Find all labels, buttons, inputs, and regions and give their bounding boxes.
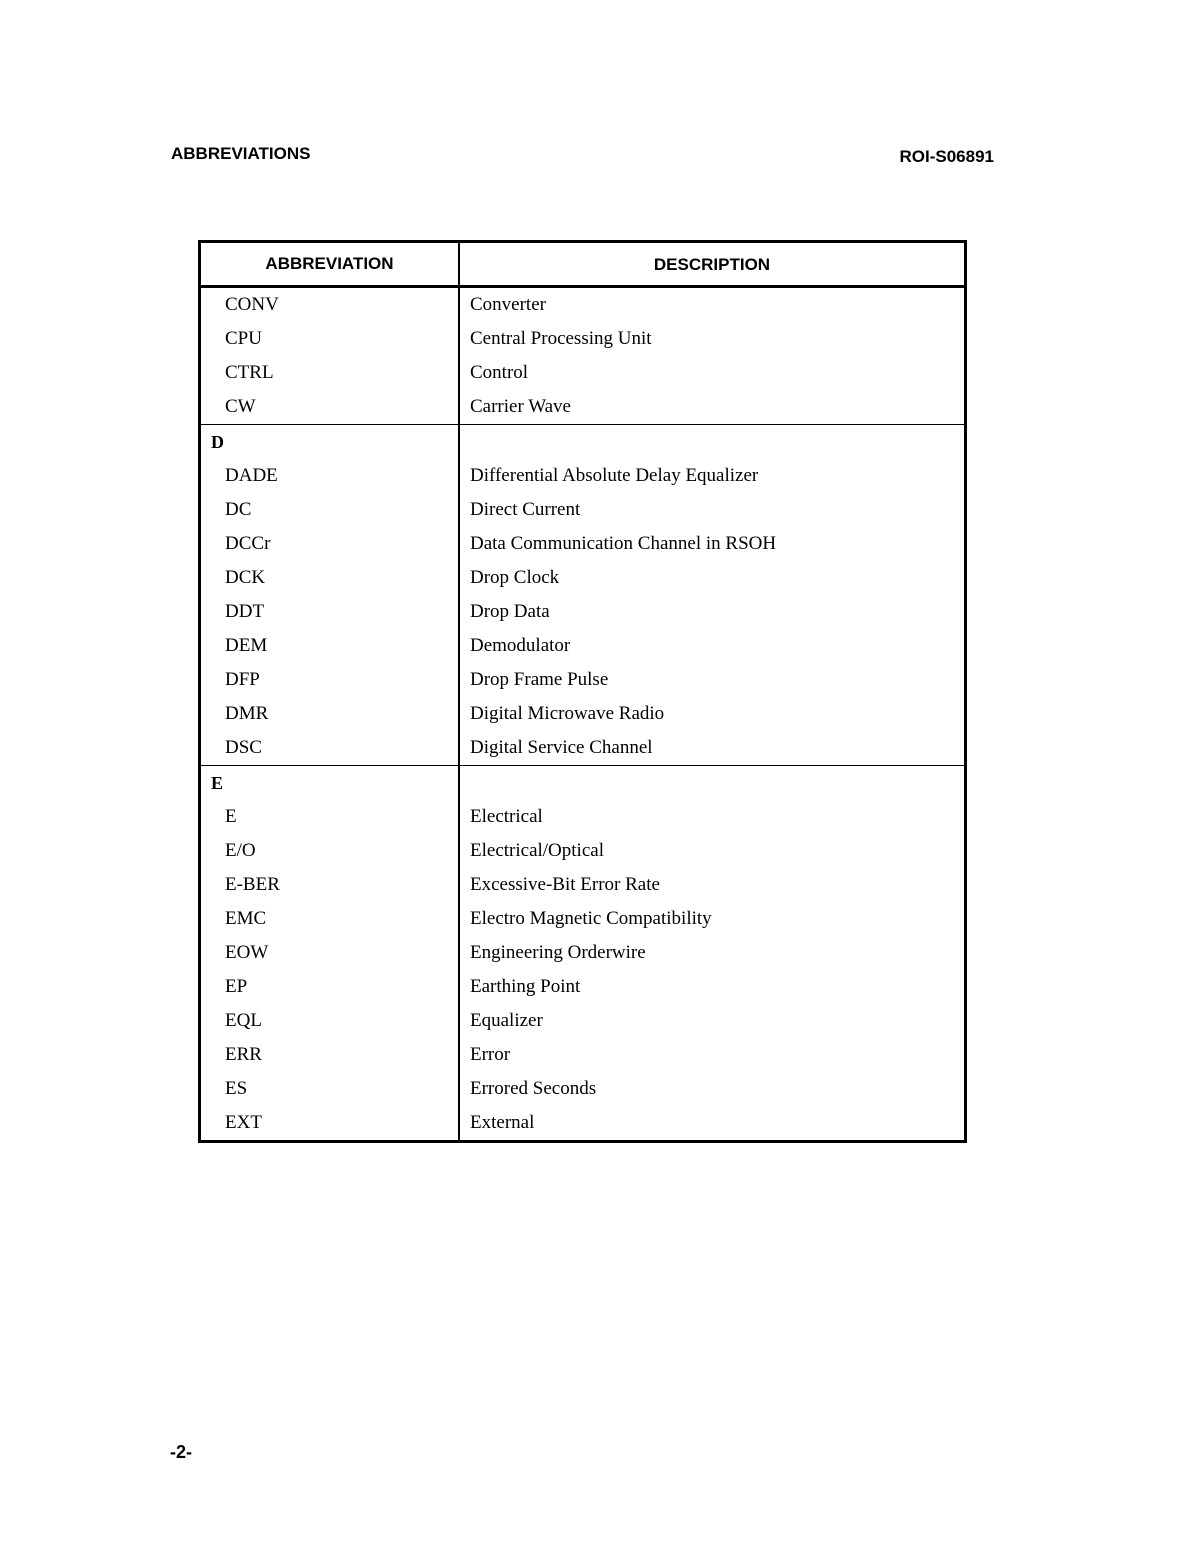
abbreviation-cell: CW	[225, 396, 256, 417]
table-group	[201, 288, 964, 424]
abbreviation-cell: DCK	[225, 567, 266, 588]
abbreviation-cell: DMR	[225, 703, 269, 724]
abbreviation-column	[201, 766, 460, 1140]
abbreviation-cell: DCCr	[225, 533, 271, 554]
description-cell: Drop Data	[470, 601, 550, 622]
abbreviation-cell: E/O	[225, 840, 256, 861]
group-letter: D	[211, 432, 224, 452]
group-letter-spacer	[460, 425, 964, 459]
description-column	[460, 288, 964, 424]
abbreviation-cell: DSC	[225, 737, 262, 758]
abbreviation-cell: DC	[225, 499, 252, 520]
abbreviation-cell: E	[225, 806, 237, 827]
description-cell: Control	[470, 362, 529, 383]
description-cell: Data Communication Channel in RSOH	[470, 533, 777, 554]
abbreviation-cell: EQL	[225, 1010, 262, 1031]
abbreviation-cell: DDT	[225, 601, 265, 622]
description-cell: Electro Magnetic Compatibility	[470, 908, 712, 929]
description-cell: Equalizer	[470, 1010, 543, 1031]
abbreviation-cell: CPU	[225, 328, 262, 349]
abbreviation-cell: EOW	[225, 942, 269, 963]
description-cell: Electrical	[470, 806, 543, 827]
abbreviation-cell: CONV	[225, 294, 279, 315]
description-cell: Drop Clock	[470, 567, 560, 588]
description-cell: Carrier Wave	[470, 396, 571, 417]
table-header-row	[201, 243, 964, 288]
abbreviation-column	[201, 425, 460, 765]
description-cell: Earthing Point	[470, 976, 581, 997]
document-number: ROI-S06891	[899, 147, 994, 166]
abbreviation-column	[201, 288, 460, 424]
description-column	[460, 425, 964, 765]
abbreviation-cell: DFP	[225, 669, 260, 690]
abbreviation-cell: DEM	[225, 635, 268, 656]
table-body	[201, 288, 964, 1140]
description-cell: Excessive-Bit Error Rate	[470, 874, 660, 895]
abbreviation-cell: DADE	[225, 465, 278, 486]
description-cell: Central Processing Unit	[470, 328, 652, 349]
table-group	[201, 424, 964, 765]
abbreviation-cell: E-BER	[225, 874, 280, 895]
description-cell: Differential Absolute Delay Equalizer	[470, 465, 759, 486]
abbreviation-cell: ERR	[225, 1044, 262, 1065]
description-cell: Digital Service Channel	[470, 737, 653, 758]
abbreviation-cell: EP	[225, 976, 248, 997]
abbreviation-cell: EMC	[225, 908, 267, 929]
abbreviation-cell: CTRL	[225, 362, 274, 383]
description-cell: Engineering Orderwire	[470, 942, 646, 963]
description-column	[460, 766, 964, 1140]
description-cell: Converter	[470, 294, 546, 315]
page-number: -2-	[170, 1442, 192, 1462]
abbreviations-table	[198, 240, 967, 1143]
group-letter-spacer	[460, 766, 964, 800]
group-letter: E	[211, 773, 224, 793]
description-cell: External	[470, 1112, 535, 1133]
description-cell: Errored Seconds	[470, 1078, 597, 1099]
description-cell: Drop Frame Pulse	[470, 669, 609, 690]
column-header-abbreviation: ABBREVIATION	[201, 243, 460, 285]
table-group	[201, 765, 964, 1140]
description-cell: Direct Current	[470, 499, 581, 520]
section-title: ABBREVIATIONS	[171, 144, 311, 163]
description-cell: Electrical/Optical	[470, 840, 604, 861]
abbreviation-cell: ES	[225, 1078, 248, 1099]
column-header-description: DESCRIPTION	[653, 255, 771, 274]
abbreviation-cell: EXT	[225, 1112, 262, 1133]
description-cell: Demodulator	[470, 635, 571, 656]
description-cell: Error	[470, 1044, 511, 1065]
description-cell: Digital Microwave Radio	[470, 703, 665, 724]
